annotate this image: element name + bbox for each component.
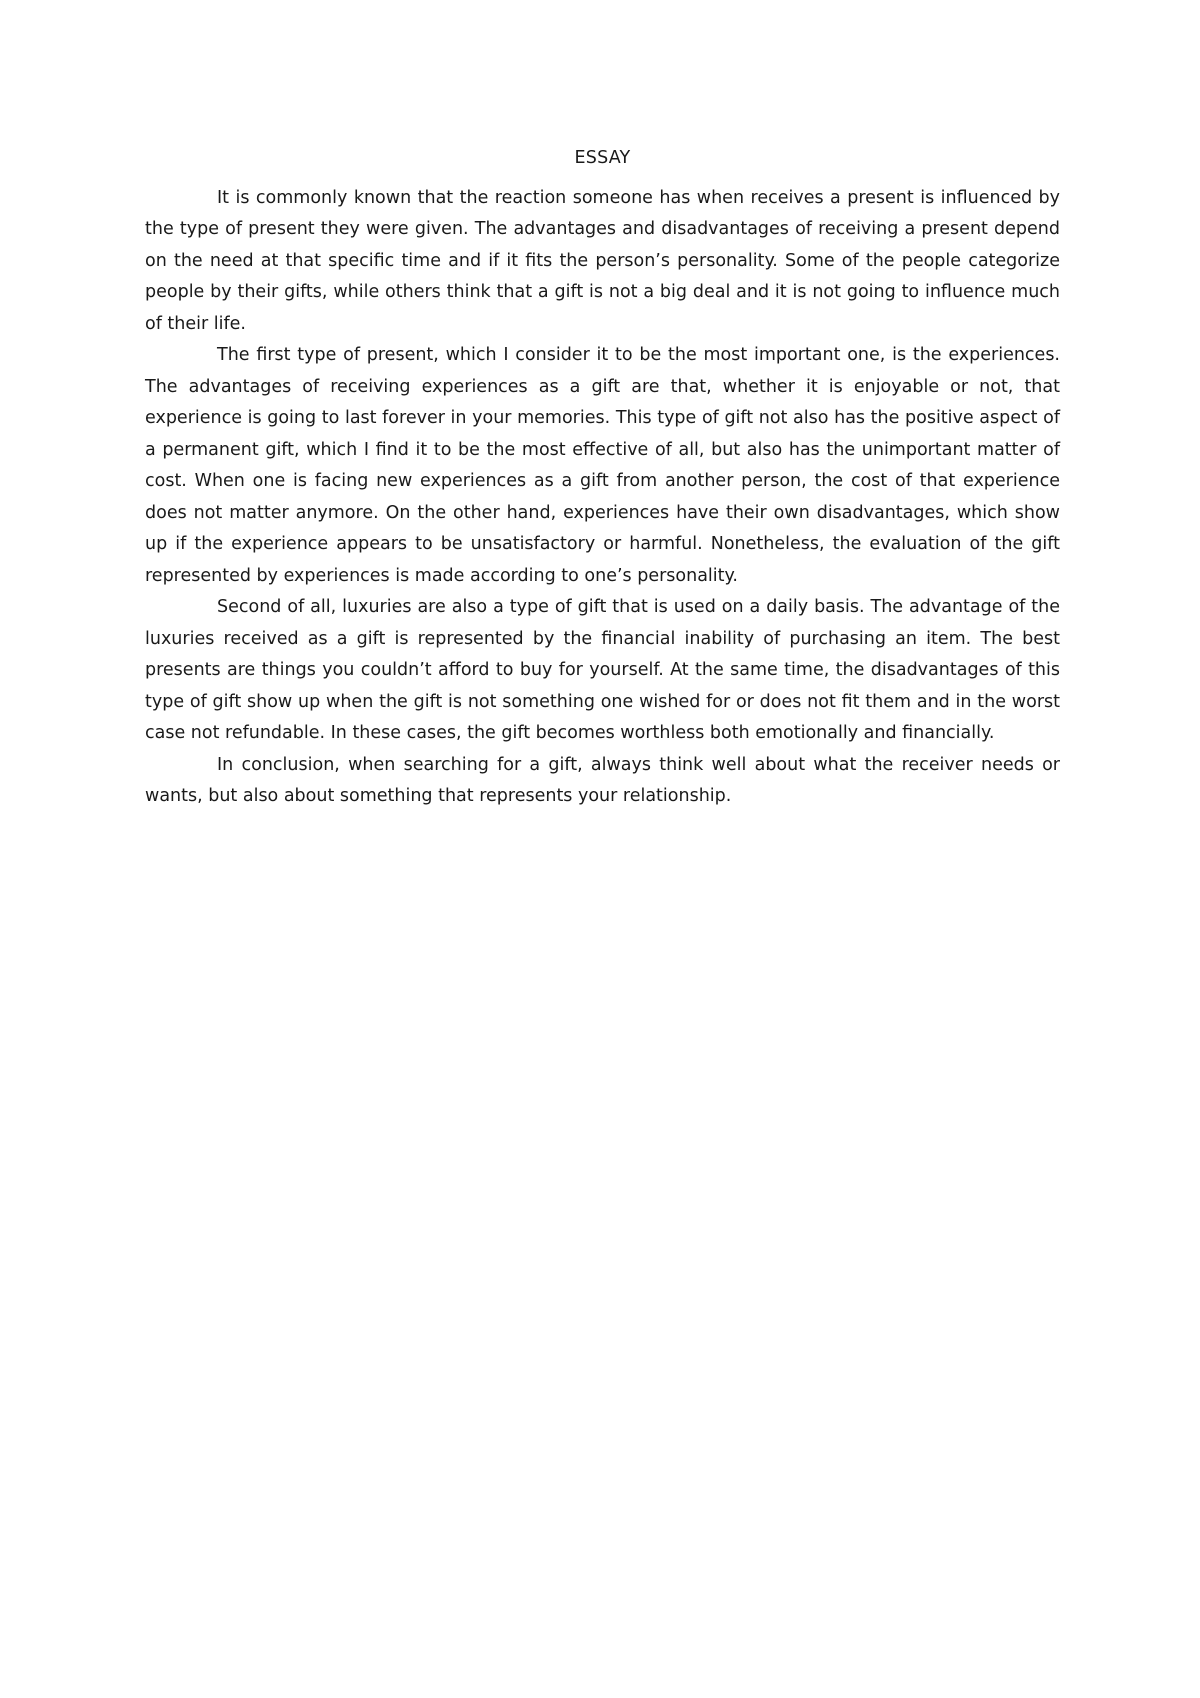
paragraph-experiences: The first type of present, which I consider it to be the most important one, is the experiences. The advantages of receiving experiences as a gift are that, whether it is enjoyable or not, that experience is going to last forever in your memories. This type of gift not also has the positive aspect of a permanent gift, which I find it to be the most effective of all, but also has the unimportant matter of cost. When one is facing new experiences as a gift from another person, the cost of that experience does not matter anymore. On the other hand, experiences have their own disadvantages, which show up if the experience appears to be unsatisfactory or harmful. Nonetheless, the evaluation of the gift represented by experiences is made according to one’s personality. [145, 345, 1060, 586]
paragraph-luxuries: Second of all, luxuries are also a type of gift that is used on a daily basis. The advantage of the luxuries received as a gift is represented by the financial inability of purchasing an item. The best presents are things you couldn’t afford to buy for yourself. At the same time, the disadvantages of this type of gift show up when the gift is not something one wished for or does not fit them and in the worst case not refundable. In these cases, the gift becomes worthless both emotionally and financially. [145, 597, 1060, 743]
essay-body [145, 143, 1060, 813]
essay-title: ESSAY [574, 148, 631, 168]
paragraph-introduction: It is commonly known that the reaction someone has when receives a present is influenced by the type of present they were given. The advantages and disadvantages of receiving a present depend on the need at that specific time and if it fits the person’s personality. Some of the people categorize people by their gifts, while others think that a gift is not a big deal and it is not going to influence much of their life. [145, 187, 1060, 334]
paragraph-conclusion: In conclusion, when searching for a gift, always think well about what the receiver needs or wants, but also about something that represents your relationship. [145, 754, 1060, 806]
